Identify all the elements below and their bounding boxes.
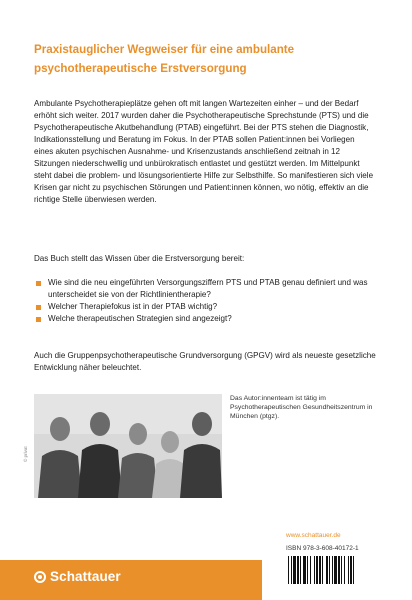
publisher-logo bbox=[34, 569, 121, 584]
orange-square-bullet-icon bbox=[36, 317, 41, 322]
barcode-bar bbox=[297, 556, 299, 584]
barcode-bar bbox=[293, 556, 296, 584]
bullet-text: Wie sind die neu eingeführten Versorgungsziffern PTS und PTAB genau definiert und was unterscheidet sie von der Richtlinientherapie? bbox=[48, 278, 368, 299]
author-team-photo-illustration bbox=[34, 394, 222, 498]
author-team-photo bbox=[34, 394, 222, 498]
barcode-bar bbox=[322, 556, 323, 584]
schattauer-logo-icon bbox=[34, 571, 46, 583]
bullet-lead-in: Das Buch stellt das Wissen über die Erstversorgung bereit: bbox=[34, 254, 245, 263]
gpgv-paragraph: Auch die Gruppenpsychotherapeutische Grundversorgung (GPGV) wird als neueste gesetzliche Entwicklung näher beleuchtet. bbox=[34, 351, 376, 372]
barcode-bar bbox=[350, 556, 352, 584]
intro-paragraph: Ambulante Psychotherapieplätze gehen oft mit langen Wartezeiten einher – und der Bedarf erhöht sich weiter. 2017 wurden daher die Psychotherapeutische Sprechstunde (PTS) und die Psychotherapeutische Akutbehandlung (PTAB) eingeführt. Bei der PTS stehen die Diagnostik, Indikationsstellung und Beratung im Fokus. In der PTAB sollen Patient:innen bei Vorliegen eines akuten psychischen Ausnahme- und Krisenzustands anschließend zeitnah in 12 Sitzungen niederschwellig und unbürokratisch entlastet und gestützt werden. Im Mittelpunkt steht dabei die problem- und lösungsorientierte Hilfe zur Selbsthilfe. So manifestieren sich viele Krisen gar nicht zu psychischen Störungen und Patient:innen können, wo nötig, effektiv an die richtige Stelle überwiesen werden. bbox=[34, 99, 374, 205]
list-item bbox=[34, 277, 376, 301]
barcode-bar bbox=[353, 556, 354, 584]
orange-square-bullet-icon bbox=[36, 305, 41, 310]
barcode-bar bbox=[341, 556, 342, 584]
photo-caption: Das Autor:innenteam ist tätig im Psychotherapeutischen Gesundheitszentrum in München (ptgz). bbox=[230, 395, 373, 421]
publisher-name: Schattauer bbox=[50, 569, 121, 584]
barcode-bar bbox=[300, 556, 301, 584]
list-item bbox=[34, 313, 376, 325]
barcode-bar bbox=[344, 556, 345, 584]
barcode-bar bbox=[303, 556, 306, 584]
list-item bbox=[34, 301, 376, 313]
cover-headline: Praxistauglicher Wegweiser für eine ambulante psychotherapeutische Erstversorgung bbox=[34, 43, 295, 75]
bullet-text: Welcher Therapiefokus ist in der PTAB wichtig? bbox=[48, 301, 218, 311]
photo-credit: © privat bbox=[23, 446, 28, 462]
barcode-bar bbox=[338, 556, 340, 584]
publisher-url[interactable]: www.schattauer.de bbox=[286, 532, 341, 539]
barcode-icon bbox=[286, 556, 378, 584]
orange-square-bullet-icon bbox=[36, 281, 41, 286]
barcode-bar bbox=[334, 556, 337, 584]
bullet-text: Welche therapeutischen Strategien sind angezeigt? bbox=[48, 313, 232, 323]
barcode-bar bbox=[326, 556, 328, 584]
barcode-bar bbox=[314, 556, 315, 584]
barcode-bar bbox=[310, 556, 311, 584]
isbn-number: ISBN 978-3-608-40172-1 bbox=[286, 545, 359, 552]
barcode-bar bbox=[288, 556, 289, 584]
barcode-bar bbox=[332, 556, 333, 584]
isbn-barcode bbox=[286, 556, 378, 584]
question-list bbox=[34, 277, 376, 325]
barcode-bar bbox=[348, 556, 349, 584]
barcode-bar bbox=[316, 556, 318, 584]
barcode-bar bbox=[319, 556, 321, 584]
barcode-bar bbox=[329, 556, 330, 584]
barcode-bar bbox=[291, 556, 292, 584]
barcode-bar bbox=[307, 556, 308, 584]
